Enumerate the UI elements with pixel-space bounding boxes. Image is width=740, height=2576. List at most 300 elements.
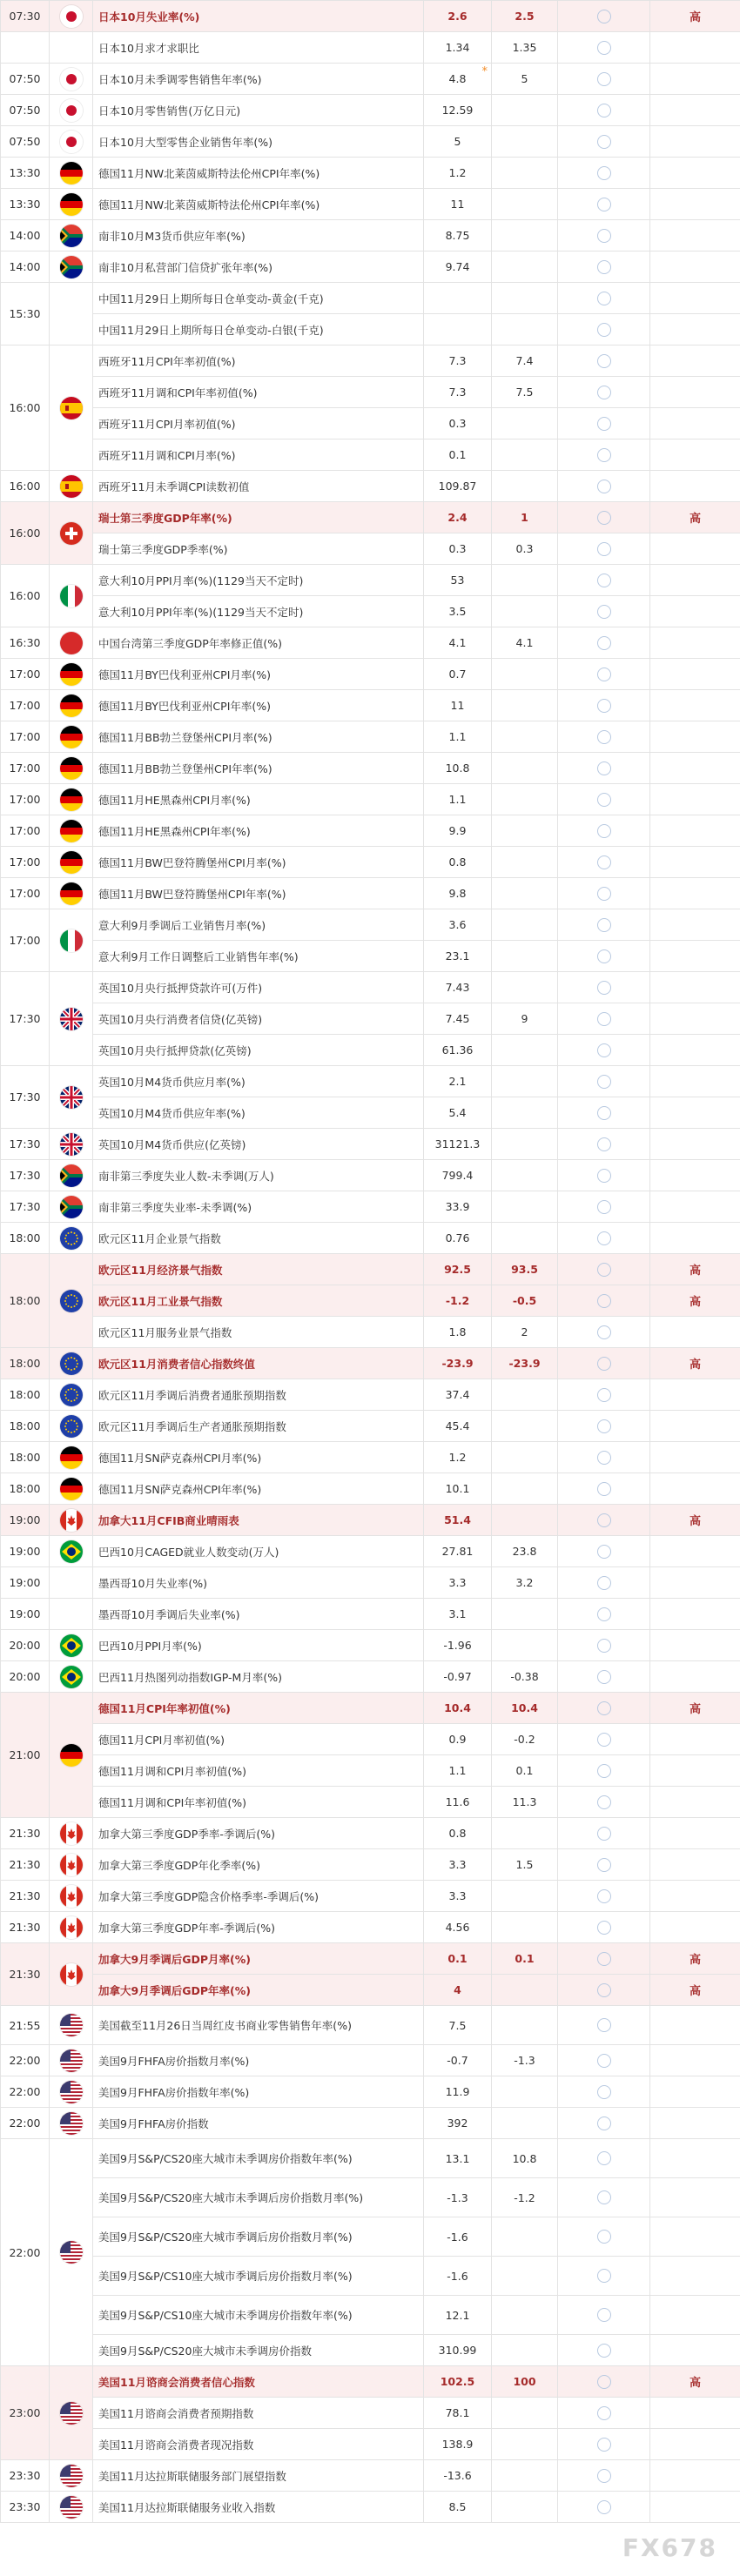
loading-spinner-icon <box>597 2308 611 2322</box>
previous-value <box>424 1411 492 1442</box>
importance-label <box>650 283 740 314</box>
previous-value-text: 2.6 <box>447 10 468 23</box>
importance-label <box>650 189 740 220</box>
event-row <box>1 1881 740 1912</box>
forecast-value <box>492 1191 558 1223</box>
actual-value-loading-cell <box>558 1191 650 1223</box>
event-name: 加拿大11月CFIB商业晴雨表 <box>93 1505 424 1536</box>
event-time: 17:00 <box>1 878 50 909</box>
forecast-value <box>492 2257 558 2296</box>
event-name: 美国11月谘商会消费者预期指数 <box>93 2398 424 2429</box>
actual-value-loading-cell <box>558 1129 650 1160</box>
previous-value-text: 11 <box>450 699 465 712</box>
importance-label <box>650 784 740 815</box>
event-row <box>1 252 740 283</box>
event-name: 瑞士第三季度GDP年率(%) <box>93 502 424 533</box>
loading-spinner-icon <box>597 1921 611 1935</box>
actual-value-loading-cell <box>558 2076 650 2108</box>
previous-value-text: 10.1 <box>445 1482 470 1495</box>
event-time: 19:00 <box>1 1505 50 1536</box>
forecast-value: 1 <box>492 502 558 533</box>
importance-label <box>650 1097 740 1129</box>
germany-flag-icon <box>60 162 83 184</box>
importance-label <box>650 2460 740 2492</box>
previous-value-text: 1.34 <box>445 41 470 54</box>
actual-value-loading-cell <box>558 753 650 784</box>
japan-flag-icon <box>60 99 83 122</box>
event-name: 美国9月S&P/CS10座大城市未季调房价指数年率(%) <box>93 2296 424 2335</box>
germany-flag-icon <box>60 1446 83 1469</box>
event-row <box>1 1473 740 1505</box>
actual-value-loading-cell <box>558 1818 650 1849</box>
event-time: 17:00 <box>1 659 50 690</box>
event-name: 西班牙11月未季调CPI读数初值 <box>93 471 424 502</box>
forecast-value: 3.2 <box>492 1567 558 1599</box>
actual-value-loading-cell <box>558 283 650 314</box>
actual-value-loading-cell <box>558 345 650 377</box>
forecast-value: -1.3 <box>492 2045 558 2076</box>
usa-flag-icon <box>60 2112 83 2135</box>
event-time: 14:00 <box>1 220 50 252</box>
event-name: 南非10月私营部门信贷扩张年率(%) <box>93 252 424 283</box>
previous-value-text: 61.36 <box>441 1043 474 1057</box>
previous-value-text: 4.8 <box>448 72 467 85</box>
event-name: 美国9月S&P/CS10座大城市季调后房价指数月率(%) <box>93 2257 424 2296</box>
previous-value <box>424 2139 492 2178</box>
actual-value-loading-cell <box>558 158 650 189</box>
event-time: 07:50 <box>1 95 50 126</box>
germany-flag-icon <box>60 851 83 874</box>
previous-value-text: 0.1 <box>447 1952 468 1965</box>
country-flag-cell <box>50 1379 93 1411</box>
importance-label <box>650 2429 740 2460</box>
importance-label <box>650 972 740 1003</box>
previous-value-text: 0.9 <box>448 1733 467 1746</box>
actual-value-loading-cell <box>558 1097 650 1129</box>
loading-spinner-icon <box>597 761 611 775</box>
importance-label <box>650 1003 740 1035</box>
importance-label <box>650 345 740 377</box>
actual-value-loading-cell <box>558 1348 650 1379</box>
importance-label <box>650 220 740 252</box>
importance-label <box>650 1411 740 1442</box>
south-africa-flag-icon <box>60 1164 83 1187</box>
previous-value <box>424 95 492 126</box>
event-name: 德国11月BY巴伐利亚州CPI月率(%) <box>93 659 424 690</box>
eurozone-flag-icon <box>60 1384 83 1406</box>
previous-value <box>424 2296 492 2335</box>
loading-spinner-icon <box>597 1169 611 1183</box>
forecast-value <box>492 2398 558 2429</box>
country-flag-cell <box>50 1254 93 1348</box>
country-flag-cell <box>50 659 93 690</box>
previous-value <box>424 1035 492 1066</box>
importance-label: 高 <box>650 1 740 32</box>
previous-value <box>424 2335 492 2366</box>
previous-value-text: 51.4 <box>444 1513 471 1526</box>
forecast-value: 10.8 <box>492 2139 558 2178</box>
actual-value-loading-cell <box>558 502 650 533</box>
previous-value-text: 31121.3 <box>434 1137 481 1150</box>
event-row <box>1 220 740 252</box>
previous-value <box>424 1348 492 1379</box>
importance-label <box>650 2045 740 2076</box>
importance-label: 高 <box>650 1693 740 1724</box>
loading-spinner-icon <box>597 1388 611 1402</box>
event-name: 德国11月HE黑森州CPI月率(%) <box>93 784 424 815</box>
previous-value-text: 109.87 <box>438 480 477 493</box>
forecast-value <box>492 972 558 1003</box>
event-name: 美国11月达拉斯联储服务部门展望指数 <box>93 2460 424 2492</box>
previous-value <box>424 690 492 721</box>
previous-value-text: 0.7 <box>448 667 467 681</box>
country-flag-cell <box>50 95 93 126</box>
event-row <box>1 1912 740 1943</box>
forecast-value <box>492 941 558 972</box>
forecast-value <box>492 753 558 784</box>
loading-spinner-icon <box>597 41 611 55</box>
actual-value-loading-cell <box>558 784 650 815</box>
actual-value-loading-cell <box>558 1473 650 1505</box>
importance-label: 高 <box>650 1975 740 2006</box>
event-name: 瑞士第三季度GDP季率(%) <box>93 533 424 565</box>
importance-label <box>650 2076 740 2108</box>
previous-value-text: 12.59 <box>441 104 474 117</box>
forecast-value: 1.35 <box>492 32 558 64</box>
event-name: 西班牙11月CPI月率初值(%) <box>93 408 424 439</box>
actual-value-loading-cell <box>558 1849 650 1881</box>
forecast-value <box>492 2217 558 2257</box>
event-time: 14:00 <box>1 252 50 283</box>
actual-value-loading-cell <box>558 408 650 439</box>
previous-value-text: 3.6 <box>448 918 467 931</box>
previous-value <box>424 1881 492 1912</box>
event-row <box>1 1442 740 1473</box>
south-africa-flag-icon <box>60 256 83 278</box>
loading-spinner-icon <box>597 542 611 556</box>
importance-label <box>650 941 740 972</box>
previous-value-text: 799.4 <box>441 1169 474 1182</box>
loading-spinner-icon <box>597 1231 611 1245</box>
previous-value-text: 10.8 <box>445 761 470 775</box>
loading-spinner-icon <box>597 260 611 274</box>
importance-label <box>650 314 740 345</box>
forecast-value <box>492 1630 558 1661</box>
actual-value-loading-cell <box>558 377 650 408</box>
loading-spinner-icon <box>597 981 611 995</box>
japan-flag-icon <box>60 5 83 28</box>
event-time: 18:00 <box>1 1254 50 1348</box>
loading-spinner-icon <box>597 1858 611 1872</box>
country-flag-cell <box>50 1223 93 1254</box>
event-time: 22:00 <box>1 2076 50 2108</box>
event-name: 意大利9月季调后工业销售月率(%) <box>93 909 424 941</box>
importance-label <box>650 2006 740 2045</box>
previous-value-text: 13.1 <box>445 2151 470 2165</box>
importance-label: 高 <box>650 2366 740 2398</box>
event-row <box>1 2139 740 2178</box>
actual-value-loading-cell <box>558 1317 650 1348</box>
event-row <box>1 1787 740 1818</box>
forecast-value <box>492 1379 558 1411</box>
actual-value-loading-cell <box>558 1254 650 1285</box>
event-row <box>1 784 740 815</box>
previous-value-text: 11 <box>450 198 465 211</box>
event-row <box>1 2257 740 2296</box>
event-name: 美国11月谘商会消费者现况指数 <box>93 2429 424 2460</box>
italy-flag-icon <box>60 585 83 607</box>
event-name: 加拿大9月季调后GDP月率(%) <box>93 1943 424 1975</box>
previous-value <box>424 1285 492 1317</box>
importance-label <box>650 2398 740 2429</box>
forecast-value <box>492 878 558 909</box>
loading-spinner-icon <box>597 229 611 243</box>
previous-value <box>424 1599 492 1630</box>
previous-value-text: 3.5 <box>448 605 467 618</box>
loading-spinner-icon <box>597 2054 611 2068</box>
event-row <box>1 815 740 847</box>
event-name: 中国11月29日上期所每日仓单变动-黄金(千克) <box>93 283 424 314</box>
event-name: 德国11月SN萨克森州CPI月率(%) <box>93 1442 424 1473</box>
previous-value-text: 2.1 <box>448 1075 467 1088</box>
forecast-value <box>492 1912 558 1943</box>
previous-value <box>424 721 492 753</box>
event-time: 21:30 <box>1 1912 50 1943</box>
event-name: 意大利10月PPI年率(%)(1129当天不定时) <box>93 596 424 627</box>
event-time: 15:30 <box>1 283 50 345</box>
event-name: 美国9月S&P/CS20座大城市未季调房价指数 <box>93 2335 424 2366</box>
event-row <box>1 1411 740 1442</box>
forecast-value: 9 <box>492 1003 558 1035</box>
event-row <box>1 2398 740 2429</box>
forecast-value: -1.2 <box>492 2178 558 2217</box>
event-time: 07:50 <box>1 64 50 95</box>
event-time: 23:00 <box>1 2366 50 2460</box>
event-row <box>1 1755 740 1787</box>
previous-value-text: 4.1 <box>448 636 467 649</box>
event-row <box>1 64 740 95</box>
actual-value-loading-cell <box>558 32 650 64</box>
previous-value-text: 8.5 <box>448 2500 467 2513</box>
event-time: 21:30 <box>1 1943 50 2006</box>
previous-value <box>424 126 492 158</box>
usa-flag-icon <box>60 2081 83 2103</box>
importance-label <box>650 1661 740 1693</box>
event-row <box>1 753 740 784</box>
event-time: 17:00 <box>1 690 50 721</box>
country-flag-cell <box>50 345 93 471</box>
importance-label: 高 <box>650 1254 740 1285</box>
event-name: 欧元区11月企业景气指数 <box>93 1223 424 1254</box>
previous-value <box>424 1003 492 1035</box>
previous-value <box>424 1379 492 1411</box>
country-flag-cell <box>50 126 93 158</box>
previous-value <box>424 64 492 95</box>
loading-spinner-icon <box>597 1576 611 1590</box>
actual-value-loading-cell <box>558 64 650 95</box>
event-time: 19:00 <box>1 1599 50 1630</box>
country-flag-cell <box>50 1693 93 1818</box>
forecast-value <box>492 1442 558 1473</box>
country-flag-cell <box>50 1411 93 1442</box>
previous-value <box>424 2460 492 2492</box>
previous-value <box>424 471 492 502</box>
loading-spinner-icon <box>597 2151 611 2165</box>
actual-value-loading-cell <box>558 1536 650 1567</box>
country-flag-cell <box>50 1567 93 1599</box>
event-row <box>1 659 740 690</box>
loading-spinner-icon <box>597 1200 611 1214</box>
loading-spinner-icon <box>597 1670 611 1684</box>
loading-spinner-icon <box>597 2375 611 2389</box>
previous-value <box>424 314 492 345</box>
event-row <box>1 1724 740 1755</box>
previous-value-text: 1.2 <box>448 166 467 179</box>
forecast-value <box>492 815 558 847</box>
actual-value-loading-cell <box>558 1787 650 1818</box>
canada-flag-icon <box>60 1854 83 1876</box>
previous-value <box>424 2492 492 2523</box>
previous-value <box>424 2257 492 2296</box>
country-flag-cell <box>50 283 93 345</box>
loading-spinner-icon <box>597 1137 611 1151</box>
previous-value <box>424 1630 492 1661</box>
forecast-value <box>492 2296 558 2335</box>
event-row <box>1 1567 740 1599</box>
actual-value-loading-cell <box>558 1035 650 1066</box>
previous-value-text: 5 <box>454 135 461 148</box>
country-flag-cell <box>50 189 93 220</box>
loading-spinner-icon <box>597 10 611 23</box>
importance-label: 高 <box>650 1348 740 1379</box>
loading-spinner-icon <box>597 2116 611 2130</box>
germany-flag-icon <box>60 663 83 686</box>
loading-spinner-icon <box>597 1451 611 1465</box>
event-row <box>1 596 740 627</box>
event-time: 22:00 <box>1 2045 50 2076</box>
importance-label <box>650 1567 740 1599</box>
country-flag-cell <box>50 1661 93 1693</box>
event-row <box>1 377 740 408</box>
importance-label <box>650 1630 740 1661</box>
event-row <box>1 1035 740 1066</box>
event-name: 美国9月FHFA房价指数 <box>93 2108 424 2139</box>
event-name: 日本10月失业率(%) <box>93 1 424 32</box>
event-row <box>1 2492 740 2523</box>
previous-value <box>424 784 492 815</box>
loading-spinner-icon <box>597 824 611 838</box>
loading-spinner-icon <box>597 386 611 399</box>
event-name: 德国11月BB勃兰登堡州CPI年率(%) <box>93 753 424 784</box>
previous-value <box>424 1724 492 1755</box>
previous-value <box>424 1254 492 1285</box>
germany-flag-icon <box>60 882 83 905</box>
actual-value-loading-cell <box>558 1693 650 1724</box>
forecast-value: 23.8 <box>492 1536 558 1567</box>
forecast-value: -0.5 <box>492 1285 558 1317</box>
usa-flag-icon <box>60 2241 83 2264</box>
importance-label <box>650 1379 740 1411</box>
country-flag-cell <box>50 1348 93 1379</box>
importance-label: 高 <box>650 1285 740 1317</box>
actual-value-loading-cell <box>558 2217 650 2257</box>
previous-value <box>424 32 492 64</box>
event-name: 西班牙11月调和CPI月率(%) <box>93 439 424 471</box>
forecast-value: 5 <box>492 64 558 95</box>
loading-spinner-icon <box>597 480 611 493</box>
actual-value-loading-cell <box>558 2296 650 2335</box>
event-row <box>1 1223 740 1254</box>
previous-value-text: 11.9 <box>445 2085 470 2098</box>
previous-value <box>424 878 492 909</box>
event-name: 中国11月29日上期所每日仓单变动-白银(千克) <box>93 314 424 345</box>
importance-label <box>650 439 740 471</box>
event-row <box>1 32 740 64</box>
event-time: 17:00 <box>1 753 50 784</box>
forecast-value <box>492 2460 558 2492</box>
importance-label <box>650 252 740 283</box>
previous-value-text: 0.8 <box>448 855 467 869</box>
usa-flag-icon <box>60 2402 83 2425</box>
previous-value-text: 7.43 <box>445 981 470 994</box>
event-name: 英国10月央行消费者信贷(亿英镑) <box>93 1003 424 1035</box>
event-name: 欧元区11月经济景气指数 <box>93 1254 424 1285</box>
country-flag-cell <box>50 1191 93 1223</box>
germany-flag-icon <box>60 193 83 216</box>
importance-label <box>650 627 740 659</box>
previous-value-text: 3.1 <box>448 1607 467 1620</box>
previous-value <box>424 753 492 784</box>
loading-spinner-icon <box>597 2406 611 2420</box>
event-time: 17:30 <box>1 972 50 1066</box>
country-flag-cell <box>50 847 93 878</box>
event-row <box>1 1317 740 1348</box>
country-flag-cell <box>50 1630 93 1661</box>
importance-label <box>650 659 740 690</box>
importance-label <box>650 408 740 439</box>
previous-value <box>424 2217 492 2257</box>
loading-spinner-icon <box>597 104 611 117</box>
event-name: 德国11月BW巴登符腾堡州CPI年率(%) <box>93 878 424 909</box>
previous-value <box>424 659 492 690</box>
loading-spinner-icon <box>597 2469 611 2483</box>
loading-spinner-icon <box>597 1952 611 1966</box>
forecast-value: 0.1 <box>492 1943 558 1975</box>
event-row <box>1 1975 740 2006</box>
event-name: 英国10月M4货币供应(亿英镑) <box>93 1129 424 1160</box>
event-name: 墨西哥10月失业率(%) <box>93 1567 424 1599</box>
event-time: 16:00 <box>1 471 50 502</box>
loading-spinner-icon <box>597 1983 611 1997</box>
previous-value <box>424 1755 492 1787</box>
importance-label <box>650 377 740 408</box>
event-time: 16:00 <box>1 502 50 565</box>
event-time <box>1 32 50 64</box>
actual-value-loading-cell <box>558 1379 650 1411</box>
previous-value <box>424 596 492 627</box>
event-time: 21:30 <box>1 1818 50 1849</box>
importance-label <box>650 2139 740 2178</box>
event-row <box>1 1536 740 1567</box>
actual-value-loading-cell <box>558 1661 650 1693</box>
event-row <box>1 533 740 565</box>
event-row <box>1 502 740 533</box>
event-row <box>1 1254 740 1285</box>
event-row <box>1 627 740 659</box>
loading-spinner-icon <box>597 1733 611 1747</box>
actual-value-loading-cell <box>558 1505 650 1536</box>
previous-value-text: 7.45 <box>445 1012 470 1025</box>
